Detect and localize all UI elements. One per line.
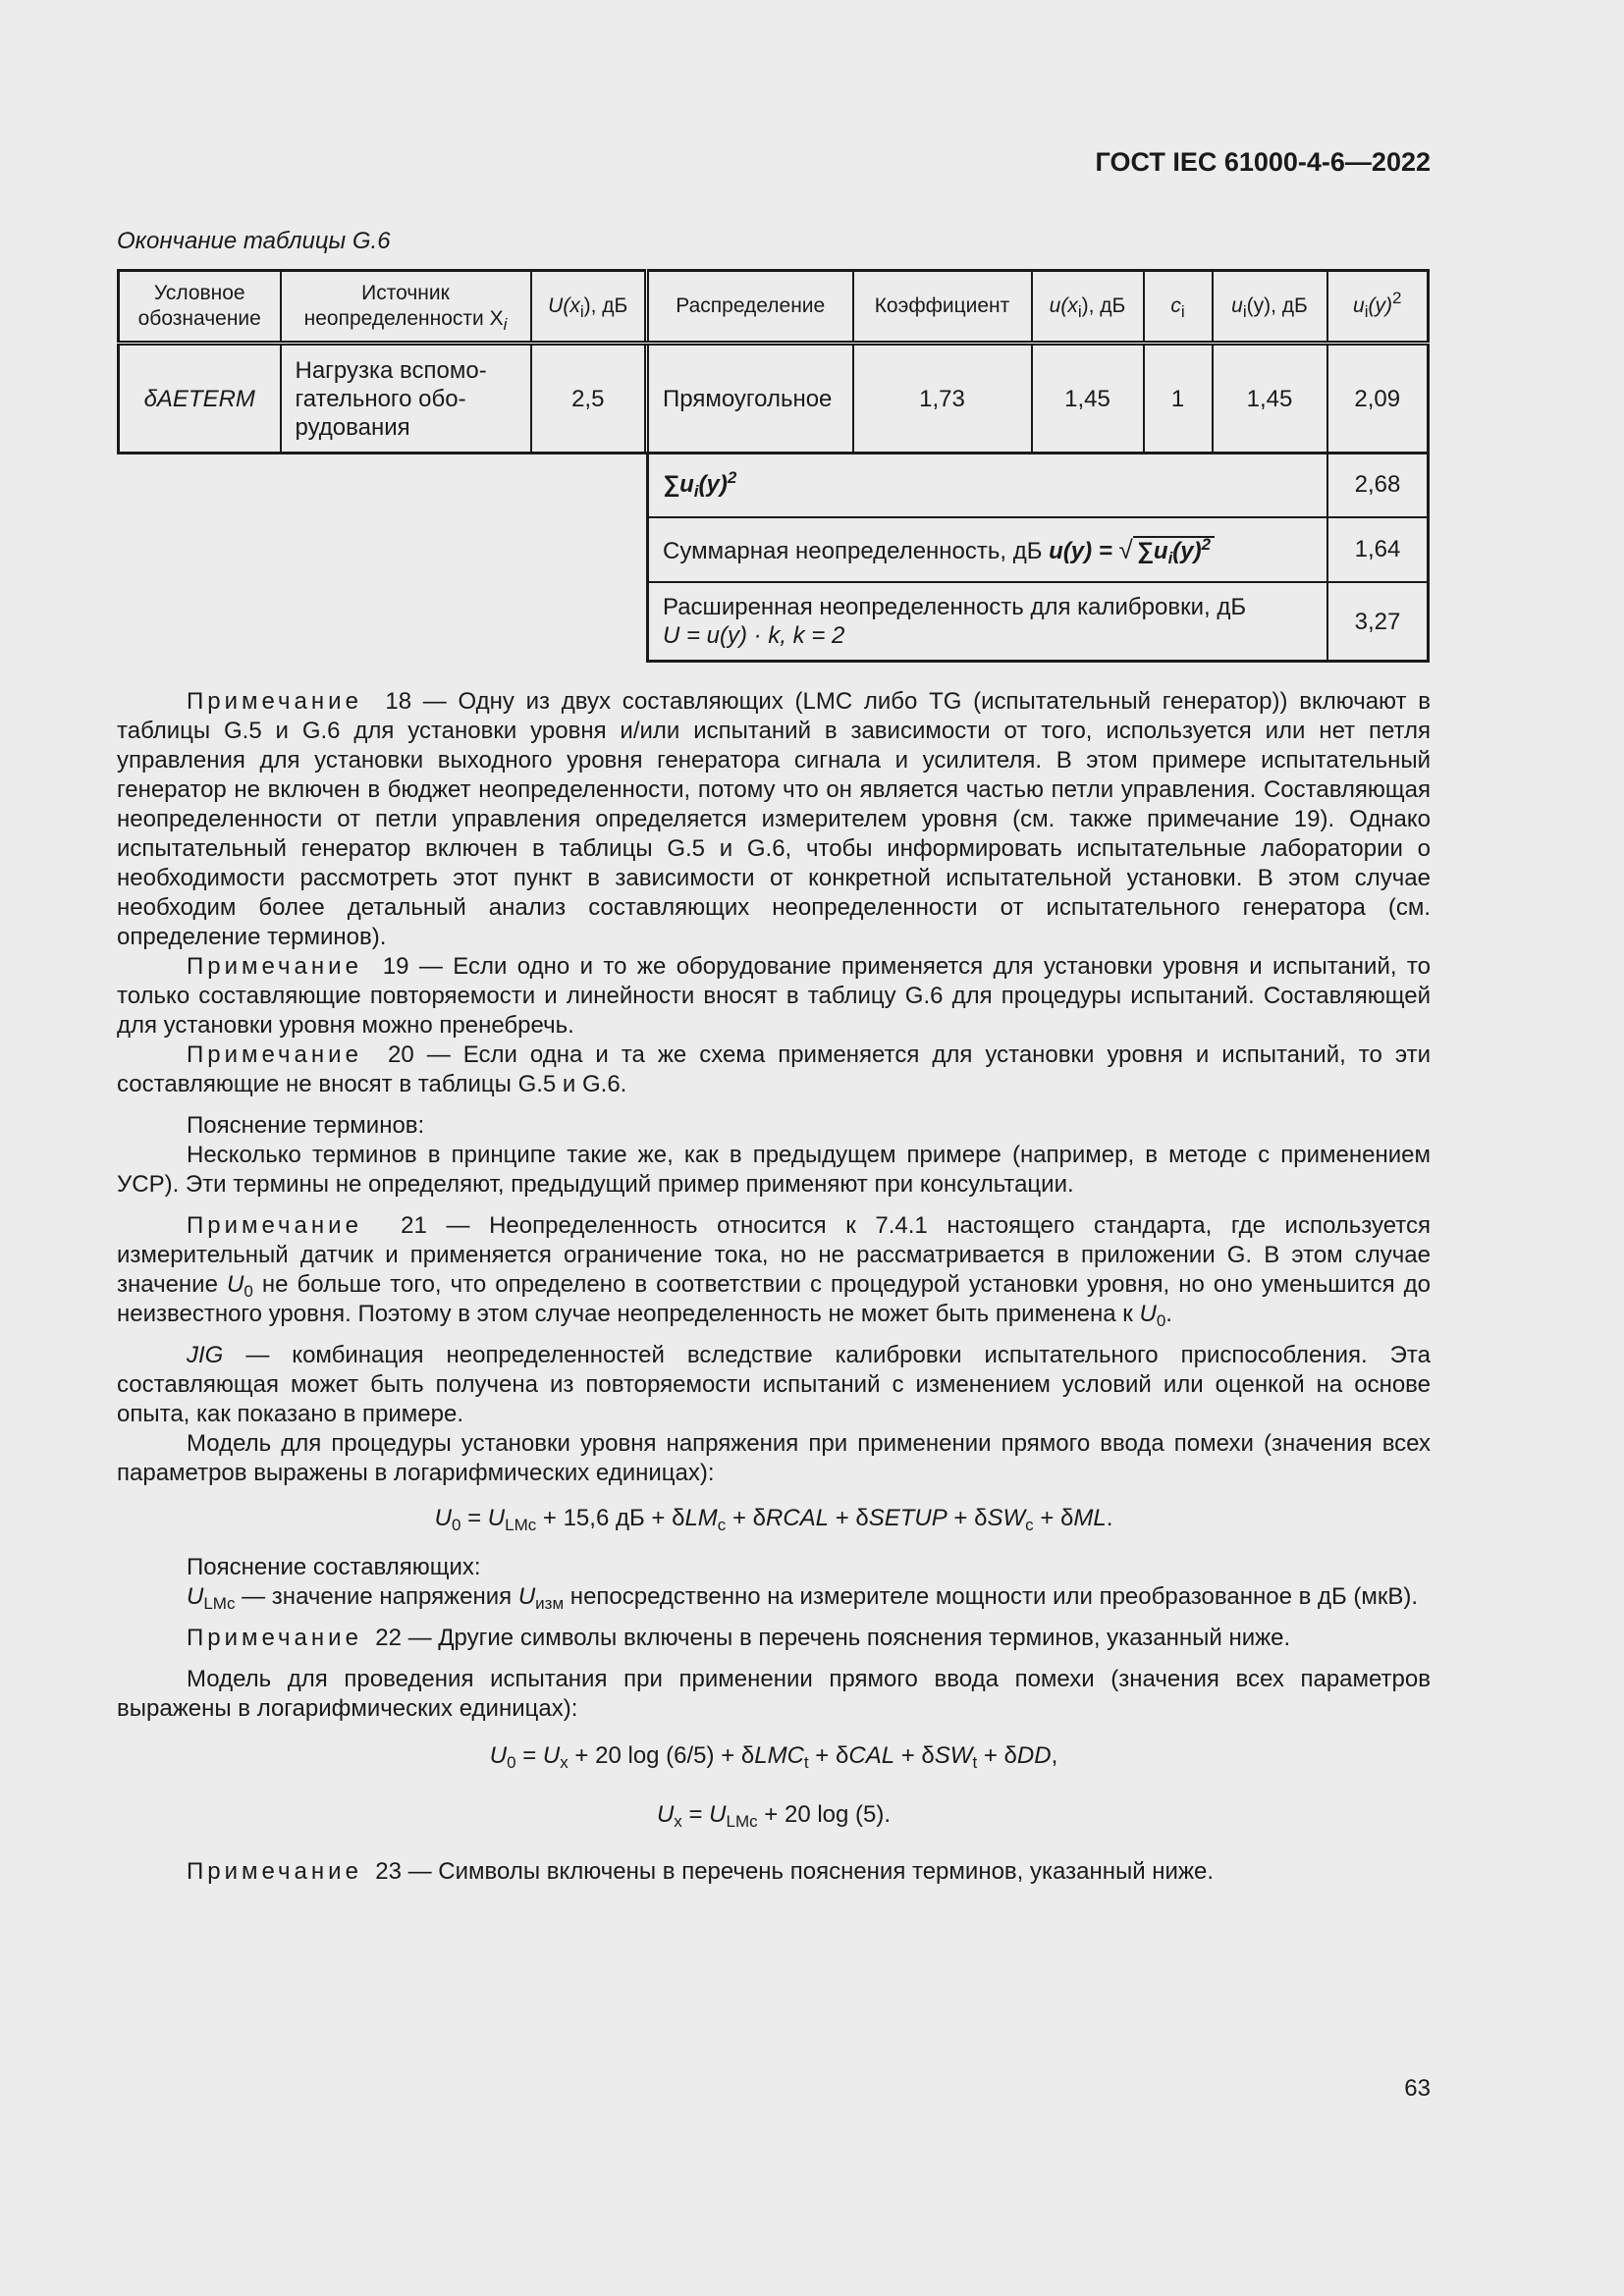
f-sym: U xyxy=(542,1742,561,1769)
note-word: Примечание xyxy=(187,1041,362,1068)
f-sym: U xyxy=(656,1801,675,1828)
ulmc-text: непосредственно на измерителе мощности или преобразованное в дБ (мкВ). xyxy=(564,1583,1419,1610)
f-sub: 0 xyxy=(507,1753,516,1772)
combined-sup: 2 xyxy=(1201,534,1212,554)
sum-tail: (y) xyxy=(698,471,728,498)
terms-body: Несколько терминов в принципе такие же, как в предыдущем примере (например, в методе с применением УСР). Эти термины не определяют, предыдущий пример применяют при консультации. xyxy=(117,1142,1431,1198)
sqrt-sign: √ xyxy=(1118,534,1133,564)
jig-paragraph xyxy=(117,1341,1431,1429)
f-op: + 20 log (6/5) + δ xyxy=(568,1742,755,1769)
header-distribution: Распределение xyxy=(647,271,853,344)
note-text: — Если одно и то же оборудование применяется для установки уровня и испытаний, то только составляющие повторяемости и линейности вносят в таблицу G.6 для процедуры испытаний. Составляющей для установки уровня можно пренебречь. xyxy=(117,953,1431,1039)
note-text: — Если одна и та же схема применяется для установки уровня и испытаний, то эти составляющие не вносят в таблицы G.5 и G.6. xyxy=(117,1041,1431,1097)
cell-u-x: 1,45 xyxy=(1032,344,1144,454)
f-sub: 0 xyxy=(451,1516,461,1534)
uncertainty-table xyxy=(117,269,1430,454)
ulmc-text: — значение напряжения xyxy=(235,1583,518,1610)
combined-label-cell xyxy=(648,517,1328,582)
cell-source xyxy=(281,344,531,454)
expanded-label: Расширенная неопределенность для калибровки, дБ xyxy=(663,594,1247,620)
expanded-row xyxy=(648,582,1429,662)
sum-label xyxy=(648,453,1328,517)
note-word: Примечание xyxy=(187,1625,362,1651)
cell-U: 2,5 xyxy=(531,344,647,454)
symbol-U0: U xyxy=(227,1271,244,1298)
header-u-y xyxy=(1213,271,1327,344)
symbol-U0: U xyxy=(1139,1301,1157,1327)
f-sym: SW xyxy=(987,1505,1026,1531)
document-id: ГОСТ IEC 61000-4-6—2022 xyxy=(1095,147,1431,177)
page-number: 63 xyxy=(1404,2075,1431,2102)
sum-value: 2,68 xyxy=(1327,453,1429,517)
f-sub: LMc xyxy=(505,1516,537,1534)
header-u-x-b: ), дБ xyxy=(1081,294,1126,317)
header-u-x xyxy=(1032,271,1144,344)
combined-label: Суммарная неопределенность, дБ xyxy=(663,537,1043,564)
sum-row xyxy=(648,453,1429,517)
f-sub: LMc xyxy=(726,1812,758,1831)
note-text: не больше того, что определено в соответствии с процедурой установки уровня, но оно уменьшится до неизвестного уровня. Поэтому в этом случае неопределенность не может быть применена к xyxy=(117,1271,1431,1327)
header-u-y2-sup: 2 xyxy=(1392,289,1402,307)
source-line: Нагрузка вспомо- xyxy=(295,356,487,384)
note-text: — Одну из двух составляющих (LMC либо TG (испытательный генератор)) включают в таблицы G.5 и G.6 для установки уровня и/или испытаний в зависимости от того, используется или нет петля управления для установки выходного уровня генератора сигнала и усилителя. В этом примере испытательный генератор не включен в бюджет неопределенности, потому что он является частью петли управления. Составляющая неопределенности от петли управления определяется измерителем уровня (см. также примечание 19). Однако испытательный генератор включен в таблицы G.5 и G.6, чтобы информировать испытательные лаборатории о необходимости рассмотреть этот пункт в зависимости от конкретной испытательной установки. В этом случае необходим более детальный анализ составляющих неопределенности от испытательного генератора (см. определение терминов). xyxy=(117,688,1431,950)
table-row xyxy=(119,344,1429,454)
f-op: . xyxy=(1106,1505,1113,1531)
header-U xyxy=(531,271,647,344)
note-text: — Другие символы включены в перечень пояснения терминов, указанный ниже. xyxy=(401,1625,1291,1651)
header-u-y2-sub: i xyxy=(1364,302,1369,321)
f-op: = xyxy=(681,1801,710,1828)
f-sub: c xyxy=(1025,1516,1034,1534)
sum-sub: i xyxy=(693,482,699,501)
sqrt-radicand xyxy=(1133,534,1215,567)
header-source-sub: i xyxy=(503,315,508,334)
cell-symbol xyxy=(119,344,281,454)
f-sym: U xyxy=(434,1505,452,1531)
combined-formula: u(y) = xyxy=(1049,537,1119,564)
header-U-a: U(x xyxy=(548,294,580,317)
header-coefficient: Коэффициент xyxy=(853,271,1032,344)
f-sym: U xyxy=(489,1742,508,1769)
f-op: + δ xyxy=(726,1505,766,1531)
header-symbol: Условное обозначение xyxy=(119,271,281,344)
sym-Uizm: U xyxy=(517,1583,536,1610)
f-sym: CAL xyxy=(848,1742,895,1769)
combined-row xyxy=(648,517,1429,582)
f-op: + δ xyxy=(977,1742,1017,1769)
f-sub: x xyxy=(560,1753,568,1772)
f-op: = xyxy=(515,1742,543,1769)
sym-Uizm-sub: изм xyxy=(535,1594,565,1613)
header-source xyxy=(281,271,531,344)
header-U-b: ), дБ xyxy=(583,294,628,317)
note-19 xyxy=(117,952,1431,1041)
header-u-y2 xyxy=(1327,271,1429,344)
model2-intro: Модель для проведения испытания при применении прямого ввода помехи (значения всех параметров выражены в логарифмических единицах): xyxy=(117,1666,1431,1722)
f-sym: LM xyxy=(684,1505,718,1531)
header-c-sub: i xyxy=(1180,302,1185,321)
f-sym: U xyxy=(709,1801,727,1828)
f-sym: U xyxy=(487,1505,506,1531)
note-word: Примечание xyxy=(187,953,362,980)
cell-distribution: Прямоугольное xyxy=(647,344,853,454)
note-20 xyxy=(117,1041,1431,1099)
header-c-a: c xyxy=(1170,294,1181,317)
header-u-x-sub: i xyxy=(1077,302,1082,321)
source-line: гательного обо- xyxy=(295,385,466,412)
model1-intro: Модель для процедуры установки уровня напряжения при применении прямого ввода помехи (значения всех параметров выражены в логарифмических единицах): xyxy=(117,1430,1431,1486)
f-sub: c xyxy=(717,1516,727,1534)
sum-sup: 2 xyxy=(727,468,737,487)
note-text: . xyxy=(1165,1301,1172,1327)
summary-table xyxy=(646,452,1430,663)
sym-ULMc-sub: LMc xyxy=(203,1594,236,1613)
formula-2 xyxy=(117,1741,1431,1771)
note-number: 22 xyxy=(375,1625,402,1651)
header-u-y2-b: (y) xyxy=(1368,294,1392,317)
header-source-text: Источник неопределенности X xyxy=(303,282,504,330)
sym-ULMc: U xyxy=(187,1583,204,1610)
f-op: + 20 log (5). xyxy=(757,1801,892,1828)
ulmc-def xyxy=(117,1582,1431,1612)
formula-3 xyxy=(117,1800,1431,1830)
jig-term: JIG xyxy=(187,1342,224,1368)
combined-sqrt: ∑u xyxy=(1136,537,1168,564)
f-sym: RCAL xyxy=(766,1505,830,1531)
table-header-row xyxy=(119,271,1429,344)
f-op: + 15,6 дБ + δ xyxy=(536,1505,685,1531)
note-number: 19 xyxy=(382,953,409,980)
f-sub: x xyxy=(674,1812,682,1831)
source-line: рудования xyxy=(295,413,410,441)
note-18 xyxy=(117,687,1431,952)
f-op: + δ xyxy=(829,1505,869,1531)
combined-value: 1,64 xyxy=(1327,517,1429,582)
sum-symbol: ∑u xyxy=(663,471,694,498)
f-sym: LMC xyxy=(754,1742,804,1769)
table-caption: Окончание таблицы G.6 xyxy=(117,228,391,254)
formula-1 xyxy=(117,1504,1431,1533)
note-number: 20 xyxy=(387,1041,414,1068)
cell-u-y: 1,45 xyxy=(1213,344,1327,454)
cell-u-y2: 2,09 xyxy=(1327,344,1429,454)
note-23 xyxy=(117,1857,1431,1887)
header-c xyxy=(1144,271,1213,344)
f-op: + δ xyxy=(947,1505,988,1531)
note-word: Примечание xyxy=(187,688,362,715)
f-op: = xyxy=(460,1505,488,1531)
cell-c: 1 xyxy=(1144,344,1213,454)
symbol-U0-sub: 0 xyxy=(244,1282,253,1301)
f-sym: ML xyxy=(1073,1505,1107,1531)
f-op: + δ xyxy=(808,1742,849,1769)
header-u-y2-a: u xyxy=(1353,294,1365,317)
expanded-value: 3,27 xyxy=(1327,582,1429,662)
expanded-label-cell xyxy=(648,582,1328,662)
note-number: 23 xyxy=(375,1858,402,1885)
header-u-y-a: u xyxy=(1231,294,1243,317)
f-sub: t xyxy=(972,1753,978,1772)
body-text xyxy=(117,687,1431,1887)
note-21 xyxy=(117,1211,1431,1329)
header-u-y-sub: i xyxy=(1242,302,1247,321)
f-op: , xyxy=(1051,1742,1058,1769)
f-sym: SW xyxy=(934,1742,973,1769)
expanded-formula: U = u(y) · k, k = 2 xyxy=(663,622,845,649)
terms-title: Пояснение терминов: xyxy=(187,1112,425,1139)
f-sub: t xyxy=(803,1753,809,1772)
f-op: + δ xyxy=(894,1742,935,1769)
f-op: + δ xyxy=(1033,1505,1074,1531)
note-number: 18 xyxy=(385,688,412,715)
combined-sub: i xyxy=(1167,548,1173,567)
components-title: Пояснение составляющих: xyxy=(187,1554,481,1580)
header-u-x-a: u(x xyxy=(1049,294,1078,317)
note-number: 21 xyxy=(401,1212,427,1239)
f-sym: DD xyxy=(1016,1742,1052,1769)
note-word: Примечание xyxy=(187,1858,362,1885)
note-word: Примечание xyxy=(187,1212,362,1239)
header-U-sub: i xyxy=(579,302,584,321)
header-u-y-b: (y), дБ xyxy=(1246,294,1308,317)
combined-tail: (y) xyxy=(1172,537,1202,564)
jig-body: — комбинация неопределенностей вследствие калибровки испытательного приспособления. Эта составляющая может быть получена из повторяемости испытаний с изменением условий или оценкой на основе опыта, как показано в примере. xyxy=(117,1342,1431,1427)
symbol-U0-sub: 0 xyxy=(1156,1311,1166,1330)
symbol-text: δAETERM xyxy=(143,385,255,412)
note-text: — Символы включены в перечень пояснения терминов, указанный ниже. xyxy=(401,1858,1215,1885)
f-sym: SETUP xyxy=(868,1505,947,1531)
note-text: — Неопределенность относится к 7.4.1 настоящего стандарта, где используется измерительный датчик и применяется ограничение тока, но не рассматривается в приложении G. В этом случае значение xyxy=(117,1212,1432,1298)
note-22 xyxy=(117,1624,1431,1653)
cell-coefficient: 1,73 xyxy=(853,344,1032,454)
